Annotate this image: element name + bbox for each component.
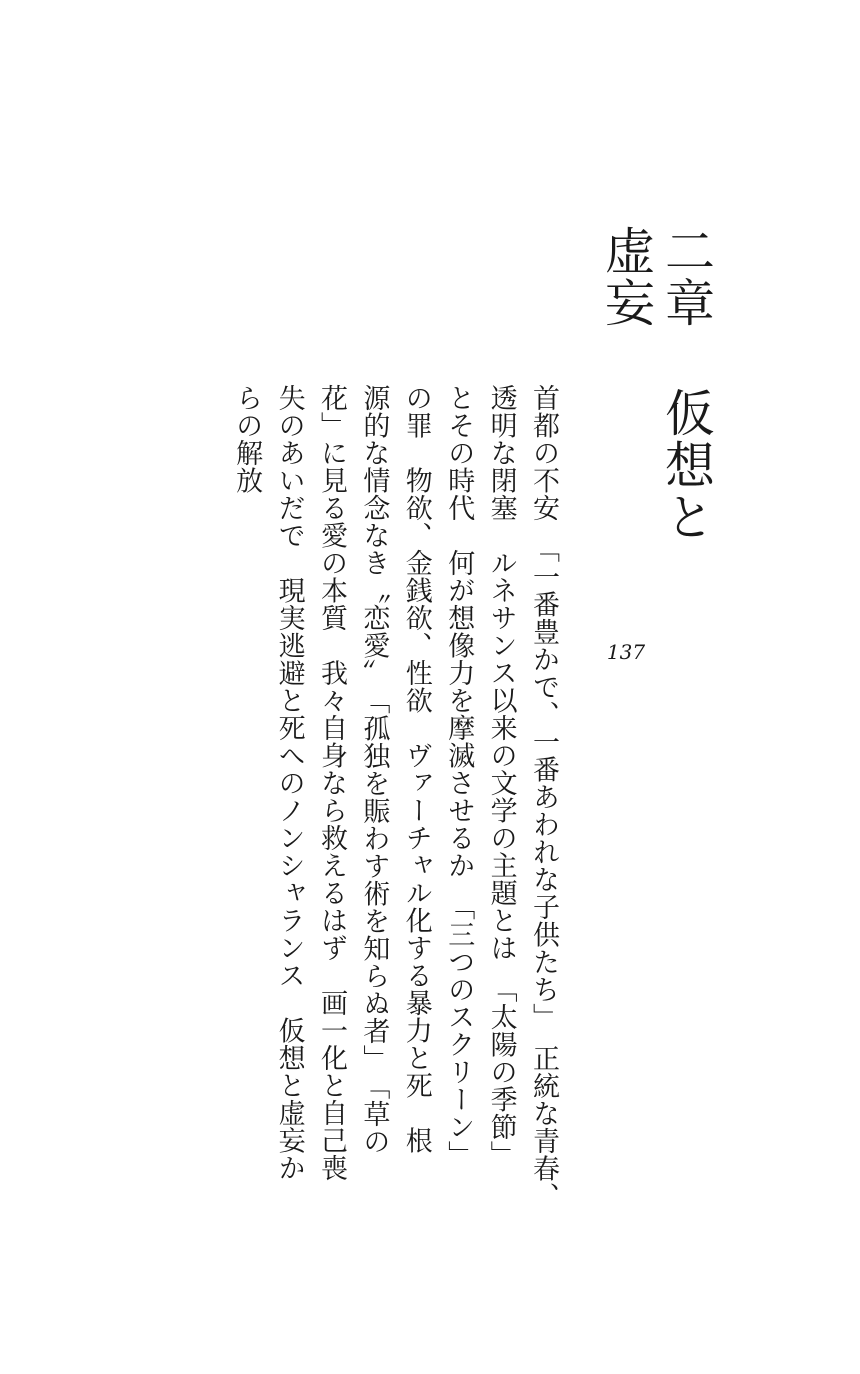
contents-line: 源的な情念なき〝恋愛〟 「孤独を賑わす術を知らぬ者」 「草の [358, 384, 390, 1155]
chapter-page-number: 137 [606, 640, 646, 664]
contents-line: らの解放 [231, 384, 263, 494]
contents-line: 失のあいだで 現実逃避と死へのノンシャランス 仮想と虚妄か [273, 384, 305, 1182]
chapter-contents [225, 384, 564, 1210]
contents-line: の罪 物欲、金銭欲、性欲 ヴァーチャル化する暴力と死 根 [400, 384, 432, 1154]
chapter-heading [596, 225, 716, 585]
chapter-number: 二章 [657, 225, 715, 329]
chapter-title: 仮想と虚妄 [597, 225, 715, 543]
contents-line: とその時代 何が想像力を摩滅させるか 「三つのスクリーン」 [443, 384, 475, 1168]
contents-line: 透明な閉塞 ルネサンス以来の文学の主題とは 「太陽の季節」 [485, 384, 517, 1168]
contents-line: 花」に見る愛の本質 我々自身なら救えるはず 画一化と自己喪 [315, 384, 347, 1182]
contents-line: 首都の不安 「一番豊かで、一番あわれな子供たち」 正統な青春、 [528, 384, 559, 1210]
